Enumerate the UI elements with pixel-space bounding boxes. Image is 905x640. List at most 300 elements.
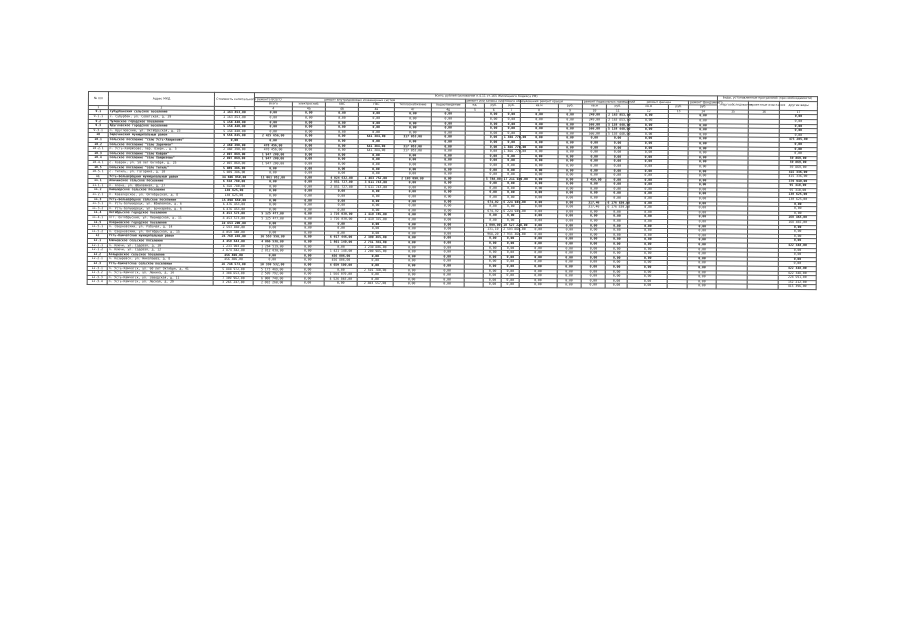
row-total-cost: 8 453 573,00 bbox=[214, 216, 254, 221]
row-value: 0,00 bbox=[292, 120, 325, 125]
row-value: 0,00 bbox=[254, 208, 292, 213]
row-value: 17 211 049,00 bbox=[503, 176, 528, 181]
row-value: 0,00 bbox=[582, 219, 606, 224]
row-number: 11.3 bbox=[88, 197, 108, 202]
row-value: 0,00 bbox=[291, 203, 324, 208]
row-value: 0,00 bbox=[502, 168, 520, 173]
row-value: 0,00 bbox=[254, 203, 292, 208]
row-value: 0,00 bbox=[431, 200, 464, 205]
row-value: 0,00 bbox=[358, 259, 393, 264]
row-value: 0,00 bbox=[779, 124, 817, 129]
row-value: 0,00 bbox=[520, 122, 558, 127]
row-value: 0,00 bbox=[485, 126, 503, 131]
row-total-cost: 5 888 972,00 bbox=[214, 267, 254, 272]
row-value: 0,00 bbox=[688, 266, 717, 271]
row-value: 5 173 469,00 bbox=[253, 267, 291, 272]
row-value: 0,00 bbox=[581, 237, 605, 242]
header-main: всего, рублей (основание п.4.11 ст.165 Жилищного Кодекса РФ) bbox=[255, 93, 718, 101]
unit-rub: руб. bbox=[485, 103, 503, 108]
row-value: 0,00 bbox=[520, 173, 558, 178]
row-value: 0,00 bbox=[779, 234, 817, 239]
row-value: 0,00 bbox=[358, 167, 393, 172]
row-value: 0,00 bbox=[520, 168, 558, 173]
row-value: 0,00 bbox=[582, 173, 606, 178]
row-value: 0,00 bbox=[393, 222, 431, 227]
row-value: 0,00 bbox=[358, 231, 393, 236]
column-number: 11 bbox=[607, 109, 629, 114]
row-value: 0,00 bbox=[520, 150, 558, 155]
row-value: 0,00 bbox=[606, 270, 628, 275]
row-value: 2 399 365,00 bbox=[358, 236, 393, 241]
row-value: 2 803 557,00 bbox=[357, 282, 392, 287]
row-value: 0,00 bbox=[520, 140, 558, 145]
row-value: 224 591,00 bbox=[778, 275, 816, 280]
row-total-cost: 10 653 200,00 bbox=[214, 221, 254, 226]
row-value: 0,00 bbox=[628, 284, 668, 289]
row-value: 0,00 bbox=[254, 221, 292, 226]
row-total-cost: 5 089 386,00 bbox=[214, 170, 254, 175]
row-total-cost: 2 163 853,00 bbox=[215, 111, 255, 116]
row-value: 0,00 bbox=[557, 279, 581, 284]
row-address: п. Кругловский, ул. Октябрьская, д. 23 bbox=[108, 128, 214, 133]
row-value: 0,00 bbox=[502, 241, 520, 246]
row-value: 0,00 bbox=[557, 265, 581, 270]
row-value: 0,00 bbox=[503, 113, 521, 118]
row-value: 0,00 bbox=[485, 117, 503, 122]
col-roof: ремонт крыши bbox=[520, 99, 582, 104]
row-value: 0,00 bbox=[291, 245, 324, 250]
row-value: 0,00 bbox=[557, 182, 581, 187]
row-value: 0,00 bbox=[393, 204, 431, 209]
row-value: 0,00 bbox=[484, 255, 502, 260]
row-value: 0,00 bbox=[501, 269, 519, 274]
row-address: п. Усть-Камчатск, ул. Ленина, д. 14 bbox=[107, 271, 213, 276]
row-value: 0,00 bbox=[628, 247, 668, 252]
row-value: 0,00 bbox=[292, 157, 325, 162]
row-value: 0,00 bbox=[581, 233, 605, 238]
row-value: 0,00 bbox=[359, 116, 394, 121]
row-value: 0,00 bbox=[358, 126, 393, 131]
row-address: п. Апача, ул. Юбилейная, д. 27 bbox=[108, 184, 214, 189]
row-value: 0,00 bbox=[688, 160, 717, 165]
row-value: 0,00 bbox=[582, 210, 606, 215]
row-value: 0,00 bbox=[558, 164, 582, 169]
row-value: 0,00 bbox=[291, 231, 324, 236]
unit-kvm: кв.м bbox=[520, 104, 558, 109]
row-value: 0,00 bbox=[358, 190, 393, 195]
row-value: 0,00 bbox=[358, 121, 393, 126]
row-value: 0,00 bbox=[606, 150, 628, 155]
row-value: 0,00 bbox=[358, 139, 393, 144]
row-value: 0,00 bbox=[393, 254, 431, 259]
col-other3: другие виды bbox=[780, 101, 818, 110]
column-number: 6 bbox=[485, 108, 503, 113]
row-value: 968,20 bbox=[484, 232, 502, 237]
row-value: 6 176 839,00 bbox=[607, 200, 630, 205]
row-address: п. Кавалерское, ул. Октябрьская, д. 8 bbox=[108, 193, 214, 198]
row-value: 0,00 bbox=[291, 267, 324, 272]
row-value: 0,00 bbox=[325, 190, 358, 195]
row-value: 0,00 bbox=[394, 158, 432, 163]
row-value: 0,00 bbox=[520, 159, 558, 164]
row-value: 0,00 bbox=[485, 154, 503, 159]
row-value: 0,00 bbox=[292, 139, 325, 144]
col-basement: ремонт подвальных помещений bbox=[583, 99, 636, 104]
row-value: 0,00 bbox=[484, 214, 502, 219]
row-number: 11.5.1 bbox=[88, 225, 108, 230]
column-number: 14 bbox=[689, 109, 718, 114]
row-value: 7 933 360,00 bbox=[503, 231, 526, 236]
row-value: 0,00 bbox=[581, 242, 605, 247]
row-value: 0,00 bbox=[394, 163, 432, 168]
row-value: 415 336,00 bbox=[779, 170, 817, 175]
row-value: 0,00 bbox=[432, 126, 465, 131]
row-value: 0,00 bbox=[393, 259, 431, 264]
row-total-cost: 1 233 903,00 bbox=[214, 244, 254, 249]
row-total-cost: 6 558 780,00 bbox=[214, 180, 254, 185]
row-value: 0,00 bbox=[502, 186, 520, 191]
row-value: 0,00 bbox=[581, 283, 605, 288]
row-value: 0,00 bbox=[292, 166, 325, 171]
row-value: 0,00 bbox=[687, 275, 716, 280]
row-value: 0,00 bbox=[582, 150, 606, 155]
row-value: 11 061 952,00 bbox=[254, 175, 292, 180]
row-value: 0,00 bbox=[519, 246, 557, 251]
row-value: 0,00 bbox=[557, 219, 581, 224]
unit-kvm: кв.м bbox=[582, 104, 606, 109]
row-value: 0,00 bbox=[519, 232, 557, 237]
row-value: 0,00 bbox=[558, 118, 582, 123]
row-value: 0,00 bbox=[359, 112, 394, 117]
row-value: 5 158 440,00 bbox=[608, 126, 631, 131]
row-value: 0,00 bbox=[606, 238, 628, 243]
row-value: 1 466 770,00 bbox=[503, 144, 527, 149]
row-value: 0,00 bbox=[628, 270, 668, 275]
col-sys-total: Всего bbox=[255, 102, 293, 107]
row-total-cost: 5 158 440,00 bbox=[214, 129, 254, 134]
row-value: 641 384,00 bbox=[358, 135, 393, 140]
row-value: 0,00 bbox=[292, 180, 325, 185]
row-value: 415 396,00 bbox=[778, 285, 816, 290]
row-value: 0,00 bbox=[519, 251, 557, 256]
row-value: 0,00 bbox=[779, 128, 817, 133]
row-value: 59 869,00 bbox=[779, 165, 817, 170]
row-total-cost: 34 606 950,00 bbox=[214, 175, 254, 180]
row-value: 0,00 bbox=[628, 210, 668, 215]
row-value: 0,00 bbox=[291, 222, 324, 227]
unit-rub: руб. bbox=[669, 105, 689, 110]
column-number: 4б bbox=[325, 107, 358, 112]
row-number: 11.4.1 bbox=[88, 216, 108, 221]
row-value: 0,00 bbox=[558, 159, 582, 164]
row-value: 0,00 bbox=[501, 283, 519, 288]
row-value: 0,00 bbox=[292, 111, 325, 116]
row-value: 0,00 bbox=[502, 237, 520, 242]
row-value: 0,00 bbox=[325, 226, 358, 231]
row-value: 5 788,00 bbox=[485, 176, 501, 181]
row-value: 0,00 bbox=[393, 195, 431, 200]
row-value: 0,00 bbox=[291, 235, 324, 240]
row-number: 12.2 bbox=[87, 252, 107, 257]
row-value: 0,00 bbox=[581, 251, 605, 256]
row-value: 0,00 bbox=[393, 282, 431, 287]
row-value: 0,00 bbox=[254, 180, 292, 185]
row-number: 10.2 bbox=[88, 142, 108, 147]
row-value: 0,00 bbox=[393, 227, 431, 232]
row-value: 0,00 bbox=[557, 233, 581, 238]
row-value: 1 564 070,00 bbox=[324, 272, 357, 277]
row-value: 0,00 bbox=[520, 117, 558, 122]
row-value: 1 419 785,00 bbox=[358, 213, 393, 218]
row-value: 0,00 bbox=[779, 133, 817, 138]
row-value: 0,00 bbox=[688, 188, 717, 193]
row-value: 95 310,00 bbox=[779, 184, 817, 189]
row-number: 10.2.1 bbox=[88, 147, 108, 152]
row-value: 0,00 bbox=[688, 220, 717, 225]
row-value: 0,00 bbox=[502, 205, 520, 210]
row-value: 0,00 bbox=[606, 224, 628, 229]
row-value: 0,00 bbox=[502, 117, 520, 122]
row-value: 0,00 bbox=[581, 224, 605, 229]
row-value: 0,00 bbox=[357, 277, 392, 282]
row-address: п. Усть-Хайрюзово, пер. Озерн., д. 5 bbox=[108, 147, 214, 152]
row-total-cost: 4 459 643,00 bbox=[214, 239, 254, 244]
row-value: 0,00 bbox=[502, 159, 520, 164]
row-value: 0,00 bbox=[606, 159, 628, 164]
row-value: 1 466 770,00 bbox=[503, 149, 527, 154]
row-value: 0,00 bbox=[779, 151, 817, 156]
row-number: 11.1 bbox=[88, 179, 108, 184]
row-value: 0,00 bbox=[324, 281, 357, 286]
row-value: 0,00 bbox=[688, 201, 717, 206]
row-value: 0,00 bbox=[325, 130, 358, 135]
row-number: 9.3 bbox=[88, 124, 108, 129]
row-value: 0,00 bbox=[502, 251, 520, 256]
row-value: 0,00 bbox=[582, 196, 606, 201]
row-value: 0,00 bbox=[688, 178, 717, 183]
row-value: 0,00 bbox=[558, 136, 582, 141]
row-value: 0,00 bbox=[778, 257, 816, 262]
row-value: 0,00 bbox=[431, 186, 464, 191]
row-value: 0,00 bbox=[502, 260, 520, 265]
row-value: 0,00 bbox=[254, 171, 292, 176]
row-number: 12.1.1 bbox=[87, 243, 107, 248]
row-value: 0,00 bbox=[628, 187, 668, 192]
row-value: 0,00 bbox=[557, 187, 581, 192]
row-value: 0,00 bbox=[254, 129, 292, 134]
row-total-cost: 9 556 845,00 bbox=[214, 134, 254, 139]
row-value: 0,00 bbox=[253, 258, 291, 263]
row-value: 317,46 bbox=[582, 205, 606, 210]
row-address: п. Козыревск, ул. Николаева, д. 8 bbox=[107, 257, 213, 262]
unit-rub: руб. bbox=[558, 104, 582, 109]
col-sys-gvs: ГВС bbox=[359, 103, 394, 108]
row-value: 0,00 bbox=[431, 190, 464, 195]
row-value: 0,00 bbox=[393, 273, 431, 278]
row-value: 0,00 bbox=[779, 211, 817, 216]
row-value: 456 806,00 bbox=[324, 254, 357, 259]
row-value: 0,00 bbox=[325, 162, 358, 167]
column-number: 13 bbox=[669, 109, 689, 114]
row-value: 3 611 743,00 bbox=[358, 181, 393, 186]
row-value: 0,00 bbox=[393, 241, 431, 246]
row-value: 0,00 bbox=[431, 255, 464, 260]
row-value: 131,10 bbox=[484, 227, 502, 232]
row-address: п. Ключи, ул. Садовая, д. 10 bbox=[107, 243, 213, 248]
row-value: 0,00 bbox=[484, 264, 502, 269]
row-value: 0,00 bbox=[484, 218, 502, 223]
row-total-cost: 456 806,00 bbox=[214, 258, 254, 263]
row-value: 0,00 bbox=[325, 148, 358, 153]
row-value: 1 099,00 bbox=[485, 222, 501, 227]
row-value: 0,00 bbox=[558, 122, 582, 127]
row-value: 0,00 bbox=[628, 155, 668, 160]
row-value: 0,00 bbox=[325, 194, 358, 199]
row-total-cost: 6 476 453,00 bbox=[214, 207, 254, 212]
row-value: 0,00 bbox=[558, 154, 582, 159]
row-value: 0,00 bbox=[484, 205, 502, 210]
column-number: 4д bbox=[432, 108, 465, 113]
row-value: 0,00 bbox=[606, 164, 628, 169]
row-value: 0,00 bbox=[582, 164, 606, 169]
row-value: 0,00 bbox=[606, 260, 628, 265]
row-value: 0,00 bbox=[606, 141, 628, 146]
row-address: п. Усть-Камчатск, ул. Лесная, д. 29 bbox=[107, 280, 213, 285]
row-value: 0,00 bbox=[557, 251, 581, 256]
row-value: 0,00 bbox=[254, 185, 292, 190]
row-address: п. Озерновский, ул. Рабочая, д. 14 bbox=[107, 225, 213, 230]
row-value: 0,00 bbox=[358, 130, 393, 135]
row-value: 0,00 bbox=[628, 160, 668, 165]
row-value: 0,00 bbox=[628, 224, 668, 229]
row-value: 2 851 727,00 bbox=[325, 185, 358, 190]
row-value: 130 625,00 bbox=[779, 193, 817, 198]
row-value: 4 024 632,00 bbox=[325, 176, 358, 181]
row-value: 0,00 bbox=[779, 230, 817, 235]
row-value: 5 158 440,00 bbox=[607, 131, 631, 136]
row-value: 0,00 bbox=[629, 127, 669, 132]
row-value: 0,00 bbox=[557, 223, 581, 228]
row-value: 0,00 bbox=[431, 241, 464, 246]
row-value: 0,00 bbox=[393, 268, 431, 273]
column-number: 17 bbox=[780, 110, 818, 115]
row-value: 0,00 bbox=[688, 256, 717, 261]
row-value: 422 348,00 bbox=[778, 271, 816, 276]
row-value: 0,00 bbox=[393, 231, 431, 236]
row-value: 0,00 bbox=[606, 265, 628, 270]
row-value: 0,00 bbox=[292, 185, 325, 190]
row-value: 0,00 bbox=[431, 177, 464, 182]
row-value: 0,00 bbox=[520, 177, 558, 182]
row-value: 0,00 bbox=[254, 139, 292, 144]
row-number: 12.3.2 bbox=[87, 271, 107, 276]
row-value: 0,00 bbox=[430, 282, 463, 287]
row-address: п. Усть-Большерецк, ул. Юбилейная, д. 6 bbox=[108, 202, 214, 207]
column-number: 7 bbox=[503, 108, 521, 113]
row-value: 0,00 bbox=[557, 228, 581, 233]
row-value: 0,00 bbox=[393, 277, 431, 282]
row-number: 9.3.1 bbox=[88, 128, 108, 133]
row-value: 0,00 bbox=[502, 214, 520, 219]
col-group-systems: ремонт внутридомовых инженерных систем bbox=[255, 97, 465, 103]
row-value: 0,00 bbox=[582, 168, 606, 173]
row-value: 0,00 bbox=[485, 149, 503, 154]
row-address: Кавалерское сельское поселение bbox=[108, 188, 214, 193]
row-address: Усть-Камчатский муниципальный район bbox=[107, 234, 213, 239]
row-value: 0,00 bbox=[606, 182, 628, 187]
row-number: 11.3.1 bbox=[88, 202, 108, 207]
row-number: 11.2.1 bbox=[88, 193, 108, 198]
row-value: 0,00 bbox=[519, 278, 557, 283]
row-value: 0,00 bbox=[687, 279, 716, 284]
row-number: 10.4.1 bbox=[88, 160, 108, 165]
row-value: 0,00 bbox=[628, 201, 668, 206]
row-address: Сельское поселение "село Хайрюзово" bbox=[108, 156, 214, 161]
row-value: 0,00 bbox=[581, 247, 605, 252]
col-address: Адрес МКД bbox=[108, 92, 214, 107]
row-value: 0,00 bbox=[519, 269, 557, 274]
row-value: 0,00 bbox=[582, 191, 606, 196]
column-number: 15 bbox=[718, 110, 749, 115]
row-value: 317 053,00 bbox=[394, 135, 432, 140]
row-value: 0,00 bbox=[629, 146, 669, 151]
row-number: 10.3 bbox=[88, 151, 108, 156]
row-value: 0,00 bbox=[325, 171, 358, 176]
row-value: 1 947 200,00 bbox=[254, 152, 292, 157]
row-value: 0,00 bbox=[582, 136, 606, 141]
row-value: 0,00 bbox=[520, 127, 558, 132]
row-value: 0,00 bbox=[431, 273, 464, 278]
row-value: 0,00 bbox=[628, 256, 668, 261]
row-value: 0,00 bbox=[606, 210, 628, 215]
row-value: 0,00 bbox=[325, 208, 358, 213]
row-value: 0,00 bbox=[431, 158, 464, 163]
row-value: 0,00 bbox=[628, 215, 668, 220]
column-number: 1 bbox=[88, 105, 108, 110]
column-number: 4г bbox=[394, 107, 432, 112]
row-value: 0,00 bbox=[628, 206, 668, 211]
row-total-cost: 0,00 bbox=[214, 138, 254, 143]
row-address: Субурбанский сельское поселение bbox=[108, 110, 214, 115]
row-value: 0,00 bbox=[431, 144, 464, 149]
row-value: 4 066 538,00 bbox=[254, 240, 292, 245]
row-value: 0,00 bbox=[779, 202, 817, 207]
row-value: 6 000 748,00 bbox=[253, 276, 291, 281]
row-value: 0,00 bbox=[358, 208, 393, 213]
row-total-cost: 15 898 650,00 bbox=[214, 198, 254, 203]
row-value: 0,00 bbox=[484, 273, 502, 278]
column-number: 3 bbox=[215, 106, 255, 111]
row-value: 0,00 bbox=[325, 167, 358, 172]
row-value: 0,00 bbox=[431, 167, 464, 172]
row-value: 2 802 260,00 bbox=[253, 281, 291, 286]
row-total-cost: 2 593 860,00 bbox=[214, 226, 254, 231]
row-value: 0,00 bbox=[358, 199, 393, 204]
row-value: 0,00 bbox=[484, 250, 502, 255]
row-address: п. Усть-Большерецк, ул. Бочкарева, д. 6 bbox=[108, 206, 214, 211]
row-value: 0,00 bbox=[484, 278, 502, 283]
row-value: 317,46 bbox=[582, 201, 606, 206]
row-number: 12.3.3 bbox=[87, 275, 107, 280]
column-number: 9 bbox=[558, 109, 582, 114]
col-lifts: ремонт или замена лифтового оборудования bbox=[466, 98, 539, 103]
row-number: 10.5.1 bbox=[88, 170, 108, 175]
row-value: 0,00 bbox=[325, 116, 358, 121]
row-value: 130 625,00 bbox=[779, 197, 817, 202]
row-value: 0,00 bbox=[431, 213, 464, 218]
row-value: 0,00 bbox=[502, 218, 520, 223]
row-number: 12.2.1 bbox=[87, 257, 107, 262]
